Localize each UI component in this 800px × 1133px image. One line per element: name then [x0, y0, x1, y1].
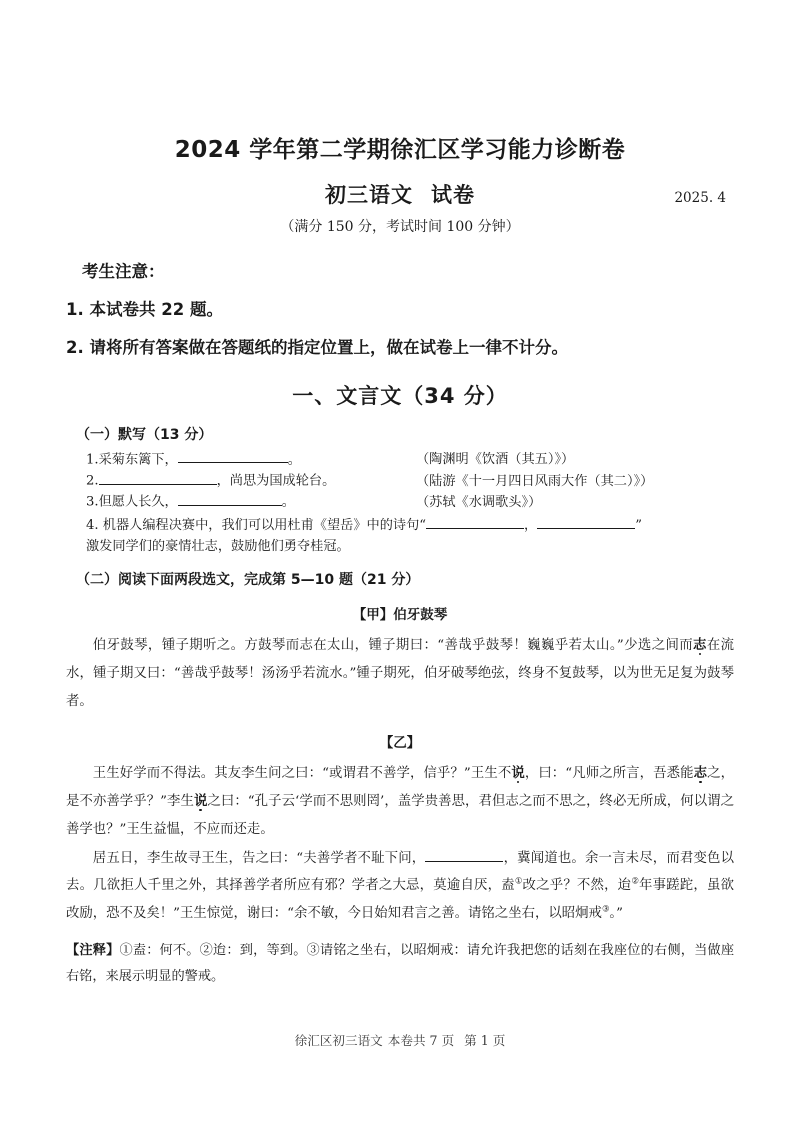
- footnotes-text: ①盍：何不。②迨：到，等到。③请铭之坐右，以昭炯戒：请允许我把您的话刻在我座位的右侧，当做座右铭，来展示明显的警戒。: [66, 942, 735, 985]
- subject-title: [325, 183, 475, 207]
- passage-yi-body: [66, 760, 734, 928]
- passage-yi-text-c: 之，是不亦善学乎？”李生: [66, 766, 735, 810]
- passage-yi-text-d: 之曰：“孔子云‘学而不思则罔’，盖学贵善思，君但志之而不思之，终必无所成，何以谓之善学也？”王生益愠，不应而还走。: [66, 794, 734, 837]
- passage-jia-text-b: 在流水，锺子期又曰：“善哉乎鼓琴！汤汤乎若流水。”锺子期死，伯牙破琴绝弦，终身不复鼓琴，以为世无足复为鼓琴者。: [66, 638, 734, 709]
- dictation-num-3: 3.: [86, 494, 99, 510]
- exam-date: 2025. 4: [674, 189, 726, 206]
- dictation-block: [86, 450, 734, 557]
- dictation-cite-3: （苏轼《水调歌头》）: [416, 494, 542, 510]
- footnotes-tag: 【注释】: [66, 942, 120, 958]
- dictation-prompt-2: [86, 471, 416, 492]
- dictation-prompt-3: [86, 492, 416, 513]
- dictation-num-1: 1.: [86, 452, 99, 468]
- emphasis-shuo-2: 说: [193, 793, 208, 810]
- passage-yi-p2-e: 。”: [609, 906, 623, 922]
- passage-yi-p2-d: 年事蹉跎，虽欲改励，恐不及矣！”王生惊觉，谢曰：“余不敏，今日始知君言之善。请铭之坐右，以昭炯戒: [66, 878, 735, 922]
- notice-title: 考生注意：: [82, 261, 165, 281]
- subsection-title-reading: （二）阅读下面两段选文，完成第 5—10 题（21 分）: [76, 572, 420, 589]
- footnote-marker-3: ③: [601, 903, 610, 914]
- question-4-close: ”: [635, 517, 642, 533]
- answer-blank-1[interactable]: [178, 450, 288, 464]
- passage-label-jia: 【甲】伯牙鼓琴: [352, 607, 448, 624]
- passage-yi-p2-c: 改之乎？不然，迨: [522, 878, 632, 894]
- emphasis-zhi: 志: [693, 637, 707, 654]
- dictation-row-3: [86, 492, 734, 513]
- dictation-tail-2: ，尚思为国成轮台。: [216, 473, 336, 489]
- dictation-row-4: [86, 515, 734, 557]
- answer-blank-2[interactable]: [99, 471, 217, 485]
- dictation-text-3: 但愿人长久，: [98, 494, 178, 510]
- dictation-row-2: [86, 471, 734, 492]
- subsection-title-dictation: （一）默写（13 分）: [76, 426, 213, 443]
- answer-blank-passage[interactable]: [425, 848, 503, 862]
- footer-total-pages: 本卷共 7 页: [387, 1033, 455, 1048]
- answer-blank-4a[interactable]: [426, 515, 524, 529]
- footnotes-block: [66, 938, 734, 991]
- page-title: 2024 学年第二学期徐汇区学习能力诊断卷: [174, 137, 626, 163]
- passage-yi-text-b: ，曰：“凡师之所言，吾悉能: [524, 766, 694, 782]
- dictation-tail-3: 。: [281, 494, 295, 510]
- passage-yi-paragraph-1: [66, 760, 734, 843]
- dictation-num-2: 2.: [86, 473, 99, 489]
- emphasis-zhi-2: 志: [693, 765, 708, 782]
- page-footer: [0, 1030, 800, 1049]
- footnote-marker-2: ②: [631, 875, 639, 886]
- section-title-one: 一、文言文（34 分）: [292, 383, 508, 408]
- dictation-cite-1: （陶渊明《饮酒（其五）》）: [416, 452, 575, 468]
- footer-school: 徐汇区初三语文: [294, 1033, 383, 1048]
- passage-yi-paragraph-2: [66, 845, 734, 928]
- dictation-text-1: 采菊东篱下，: [98, 452, 178, 468]
- paper-label: 试卷: [431, 182, 475, 207]
- passage-yi-text-a: 王生好学而不得法。其友李生问之曰：“或谓君不善学，信乎？”王生不: [92, 766, 512, 782]
- dictation-prompt-1: [86, 450, 416, 471]
- passage-jia-body: [66, 632, 734, 715]
- passage-yi-p2-a: 居五日，李生故寻王生，告之曰：“夫善学者不耻下问，: [92, 850, 426, 866]
- question-4-lead: 4. 机器人编程决赛中，我们可以用杜甫《望岳》中的诗句“: [86, 517, 427, 533]
- subject-label: 初三语文: [325, 182, 413, 207]
- subtitle-row: [66, 179, 734, 209]
- exam-meta: （满分 150 分，考试时间 100 分钟）: [280, 218, 520, 235]
- passage-jia-paragraph: [66, 632, 734, 715]
- passage-label-yi: 【乙】: [379, 735, 421, 752]
- question-4-mid: ，: [524, 517, 538, 533]
- dictation-cite-2: （陆游《十一月四日风雨大作（其二）》）: [416, 473, 654, 489]
- passage-jia-text-a: 伯牙鼓琴，锺子期听之。方鼓琴而志在太山，锺子期曰：“善哉乎鼓琴！巍巍乎若太山。”少选之间而: [92, 638, 694, 654]
- notice-item-1: 1. 本试卷共 22 题。: [66, 299, 223, 319]
- emphasis-shuo-1: 说: [511, 765, 525, 782]
- answer-blank-4b[interactable]: [537, 515, 635, 529]
- footnote-marker-1: ①: [514, 875, 523, 886]
- passage-yi-p2-b: ，冀闻道也。余一言未尽，而君变色以去。几欲拒人千里之外，其择善学者所应有邪？学者之大忌，莫逾自厌，盍: [66, 850, 734, 894]
- dictation-row-1: [86, 450, 734, 471]
- question-4-line2: 激发同学们的豪情壮志，鼓励他们勇夺桂冠。: [86, 538, 350, 554]
- dictation-tail-1: 。: [287, 452, 301, 468]
- answer-blank-3[interactable]: [178, 492, 282, 506]
- notice-item-2: 2. 请将所有答案做在答题纸的指定位置上，做在试卷上一律不计分。: [66, 338, 568, 358]
- footer-page-number: 第 1 页: [464, 1033, 506, 1048]
